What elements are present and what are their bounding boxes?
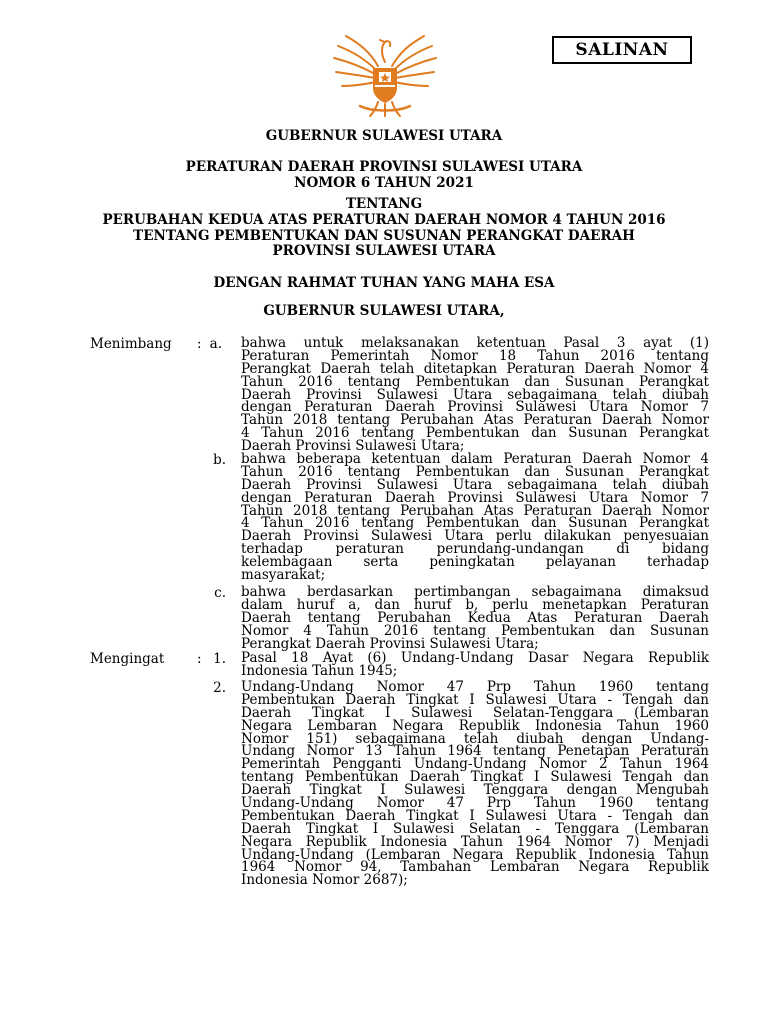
subject-line: PERUBAHAN KEDUA ATAS PERATURAN DAERAH NOMOR 4 TAHUN 2016 — [102, 212, 666, 228]
text-line: Daerah Tingkat I Sulawesi Selatan-Tenggara (Lembaran — [241, 704, 709, 721]
text-line: Tahun 2018 tentang Perubahan Atas Peraturan Daerah Nomor — [241, 502, 709, 519]
menimbang-item-c — [241, 586, 709, 650]
about-label: TENTANG — [345, 196, 423, 212]
text-line: 4 Tahun 2016 tentang Pembentukan dan Susunan Perangkat — [241, 425, 709, 442]
mengingat-item-1 — [241, 652, 709, 678]
subject-line: TENTANG PEMBENTUKAN DAN SUSUNAN PERANGKAT DAERAH — [133, 228, 635, 244]
text-line: bahwa beberapa ketentuan dalam Peraturan Daerah Nomor 4 — [241, 451, 709, 467]
menimbang-item-a — [241, 337, 709, 453]
text-line: Indonesia Nomor 2687); — [241, 872, 408, 889]
text-line: Pemerintah Pengganti Undang-Undang Nomor 2 Tahun 1964 — [241, 756, 709, 773]
text-line: kelembagaan serta peningkatan pelayanan terhadap — [241, 554, 709, 571]
text-line: Perangkat Daerah telah ditetapkan Peraturan Daerah Nomor 4 — [241, 360, 709, 377]
item-marker: b. — [213, 452, 226, 468]
item-marker: a. — [209, 336, 222, 352]
item-marker: c. — [214, 585, 226, 601]
text-line: Undang-Undang Nomor 47 Prp Tahun 1960 tentang — [241, 679, 709, 695]
text-line: Daerah Tingkat I Sulawesi Tenggara dengan Mengubah — [241, 782, 709, 799]
item-marker: 1. — [213, 651, 226, 667]
text-line: Daerah Provinsi Sulawesi Utara sebagaimana telah diubah — [241, 386, 709, 403]
text-line: Nomor 4 Tahun 2016 tentang Pembentukan dan Susunan — [241, 622, 709, 639]
text-line: bahwa untuk melaksanakan ketentuan Pasal 3 ayat (1) — [241, 335, 709, 351]
text-line: Negara Lembaran Negara Republik Indonesia Tahun 1960 — [241, 717, 709, 734]
text-line: tentang Pembentukan Daerah Tingkat I Sulawesi Tengah dan — [241, 769, 709, 786]
regulation-title: PERATURAN DAERAH PROVINSI SULAWESI UTARA — [185, 159, 583, 175]
text-line: dengan Peraturan Daerah Provinsi Sulawesi Utara Nomor 7 — [241, 489, 709, 506]
text-line: dengan Peraturan Daerah Provinsi Sulawesi Utara Nomor 7 — [241, 399, 709, 416]
text-line: Pasal 18 Ayat (6) Undang-Undang Dasar Negara Republik — [241, 650, 709, 666]
text-line: Daerah Provinsi Sulawesi Utara perlu dilakukan penyesuaian — [241, 528, 709, 545]
text-line: 4 Tahun 2016 tentang Pembentukan dan Susunan Perangkat — [241, 515, 709, 532]
text-line: Pembentukan Daerah Tingkat I Sulawesi Utara - Tengah dan — [241, 807, 709, 824]
text-line: Daerah Provinsi Sulawesi Utara sebagaimana telah diubah — [241, 476, 709, 493]
blessing-line: DENGAN RAHMAT TUHAN YANG MAHA ESA — [213, 275, 555, 291]
mengingat-item-2 — [241, 681, 709, 887]
mengingat-label: Mengingat — [90, 651, 165, 667]
governor-enacting: GUBERNUR SULAWESI UTARA, — [263, 303, 505, 319]
text-line: Perangkat Daerah Provinsi Sulawesi Utara; — [241, 635, 539, 652]
text-line: Undang Nomor 13 Tahun 1964 tentang Penetapan Peraturan — [241, 743, 709, 760]
text-line: Negara Republik Indonesia Tahun 1964 Nomor 7) Menjadi — [241, 833, 709, 850]
garuda-pancasila-emblem — [330, 32, 440, 120]
mengingat-colon: : — [197, 651, 202, 667]
text-line: Pembentukan Daerah Tingkat I Sulawesi Utara - Tengah dan — [241, 691, 709, 708]
text-line: 1964 Nomor 94, Tambahan Lembaran Negara Republik — [241, 859, 709, 876]
text-line: Tahun 2016 tentang Pembentukan dan Susunan Perangkat — [241, 463, 709, 480]
text-line: Tahun 2018 tentang Perubahan Atas Peraturan Daerah Nomor — [241, 412, 709, 429]
subject-line: PROVINSI SULAWESI UTARA — [272, 243, 496, 259]
text-line: dalam huruf a, dan huruf b, perlu menetapkan Peraturan — [241, 596, 709, 613]
text-line: Tahun 2016 tentang Pembentukan dan Susunan Perangkat — [241, 373, 709, 390]
text-line: masyarakat; — [241, 567, 326, 584]
text-line: Daerah Tingkat I Sulawesi Selatan - Tenggara (Lembaran — [241, 820, 709, 837]
text-line: bahwa berdasarkan pertimbangan sebagaimana dimaksud — [241, 584, 709, 600]
governor-heading: GUBERNUR SULAWESI UTARA — [265, 128, 503, 144]
text-line: Indonesia Tahun 1945; — [241, 662, 398, 679]
menimbang-item-b — [241, 453, 709, 582]
regulation-number: NOMOR 6 TAHUN 2021 — [294, 175, 474, 191]
text-line: terhadap peraturan perundang-undangan di bidang — [241, 541, 709, 558]
item-marker: 2. — [213, 680, 226, 696]
text-line: Daerah Provinsi Sulawesi Utara; — [241, 438, 465, 455]
salinan-stamp: SALINAN — [552, 36, 692, 64]
text-line: Peraturan Pemerintah Nomor 18 Tahun 2016 tentang — [241, 347, 709, 364]
text-line: Undang-Undang Nomor 47 Prp Tahun 1960 tentang — [241, 795, 709, 812]
menimbang-colon: : — [197, 336, 202, 352]
text-line: Daerah tentang Perubahan Kedua Atas Peraturan Daerah — [241, 609, 709, 626]
text-line: Nomor 151) sebagaimana telah diubah dengan Undang- — [241, 730, 709, 747]
text-line: Undang-Undang (Lembaran Negara Republik Indonesia Tahun — [241, 846, 709, 863]
menimbang-label: Menimbang — [90, 336, 172, 352]
